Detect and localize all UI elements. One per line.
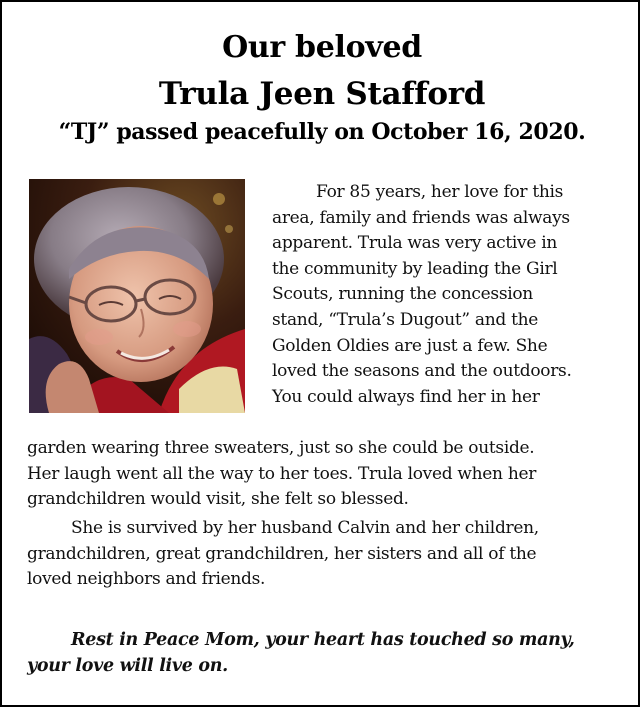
- closing-line: your love will live on.: [27, 656, 228, 676]
- closing-line: Rest in Peace Mom, your heart has touched so many,: [71, 630, 575, 650]
- heading-name: Trula Jeen Stafford: [158, 76, 486, 112]
- text-line: garden wearing three sweaters, just so she could be outside.: [27, 438, 535, 458]
- paragraph-intro-continued: [27, 436, 536, 513]
- portrait-illustration: [29, 179, 245, 413]
- text-line: For 85 years, her love for this: [316, 182, 564, 202]
- text-line: Scouts, running the concession: [272, 284, 533, 305]
- text-line: stand, “Trula’s Dugout” and the: [272, 309, 539, 330]
- text-line: the community by leading the Girl: [272, 258, 558, 279]
- closing-message: [27, 627, 575, 679]
- text-line: grandchildren, great grandchildren, her sisters and all of the: [27, 543, 537, 564]
- text-line: area, family and friends was always: [272, 207, 570, 228]
- text-line: apparent. Trula was very active in: [272, 233, 557, 254]
- text-line: Her laugh went all the way to her toes. Trula loved when her: [27, 463, 537, 484]
- text-line: Golden Oldies are just a few. She: [272, 335, 548, 356]
- text-line: grandchildren would visit, she felt so blessed.: [27, 489, 409, 510]
- portrait-photo: [29, 179, 245, 413]
- paragraph-survived-by: [27, 516, 539, 593]
- heading-passing-date: “TJ” passed peacefully on October 16, 2020.: [58, 119, 586, 145]
- paragraph-intro: [272, 180, 572, 410]
- heading-our-beloved: Our beloved: [222, 30, 422, 65]
- text-line: You could always find her in her: [272, 386, 540, 407]
- text-line: loved the seasons and the outdoors.: [272, 361, 572, 382]
- text-line: loved neighbors and friends.: [27, 569, 266, 590]
- text-line: She is survived by her husband Calvin and her children,: [71, 518, 539, 538]
